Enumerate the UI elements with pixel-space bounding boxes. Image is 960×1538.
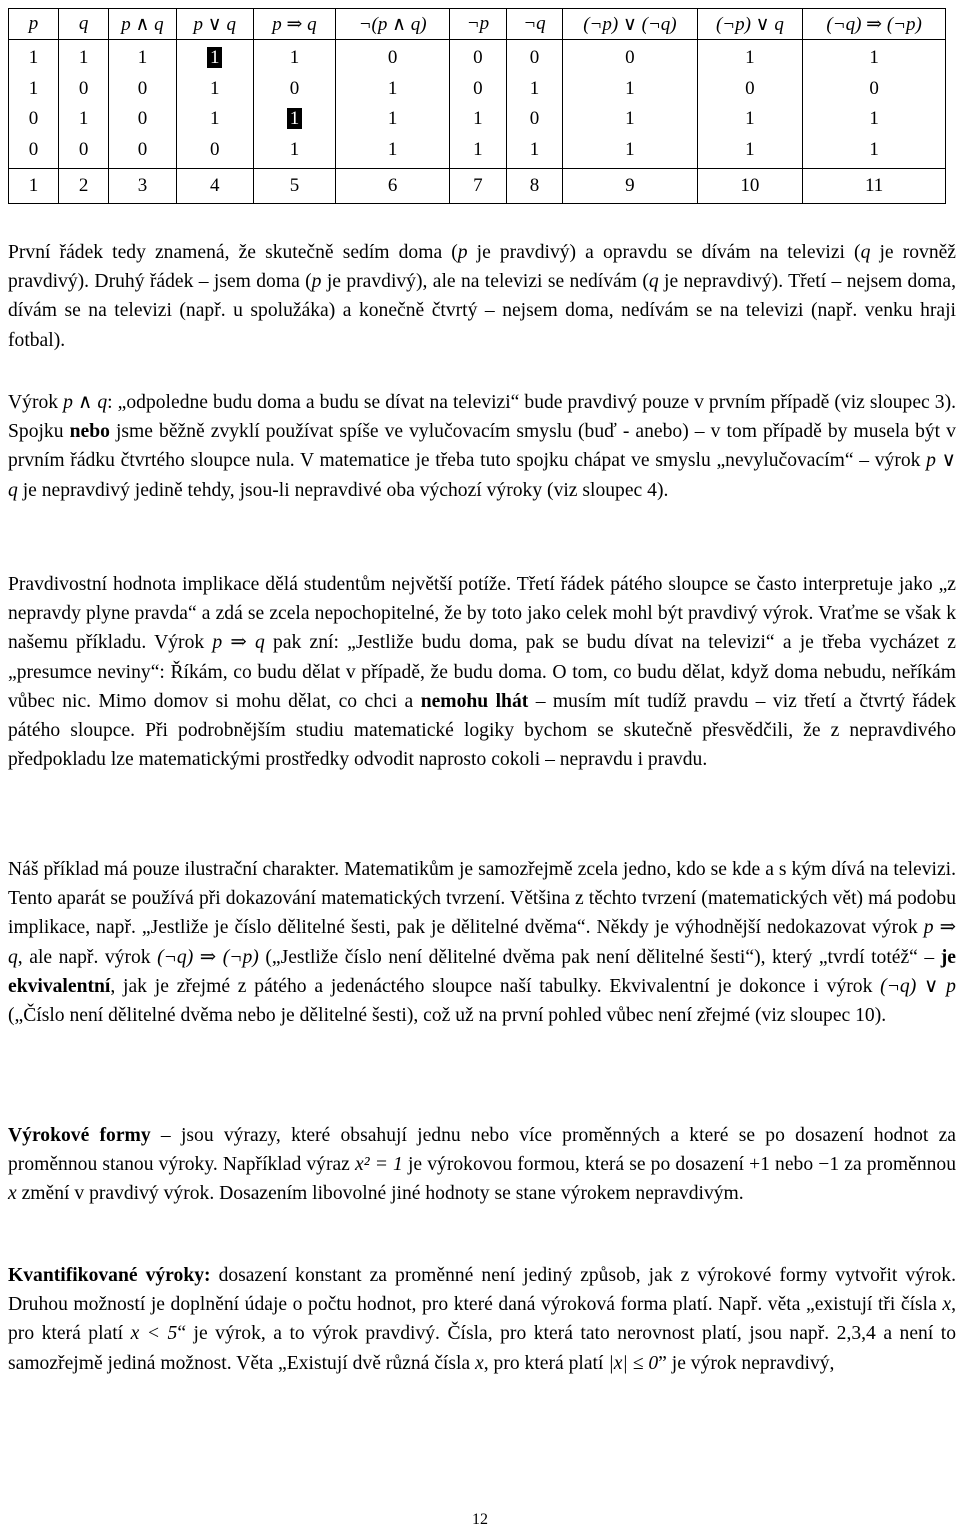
table-cell: 1: [176, 74, 253, 105]
table-cell: 1: [697, 135, 803, 169]
table-cell: 1: [450, 104, 507, 135]
table-cell: 1: [506, 135, 563, 169]
column-number: 5: [253, 169, 335, 204]
table-cell: 1: [563, 135, 697, 169]
table-cell: [253, 104, 335, 135]
text-run: Pravdivostní hodnota implikace dělá studentům největší potíže. Třetí řádek pátého sloupce se často interpretuje jako „z nepravdy plyne pravda“ a zdá se zcela nepochopitelné, že by toto jako celek mohl být pravdivý výrok. Vraťme se však k našemu příkladu. Výrok: [8, 574, 956, 654]
table-cell: 1: [803, 40, 946, 74]
table-cell: 0: [9, 104, 59, 135]
math-expression: |x| ≤ 0: [608, 1352, 659, 1374]
text-run: První řádek tedy znamená, že skutečně sedím doma (: [8, 242, 458, 263]
table-cell: 0: [336, 40, 450, 74]
table-cell: 1: [697, 104, 803, 135]
text-run: je pravdivý) a opravdu se dívám na televizi (: [467, 242, 861, 263]
column-number: 2: [59, 169, 109, 204]
math-expression: (¬q) ⇒ (¬p): [157, 946, 259, 968]
column-number: 4: [176, 169, 253, 204]
math-expression: p ⇒ q: [212, 632, 265, 654]
table-cell: 0: [450, 40, 507, 74]
math-variable: x: [475, 1352, 484, 1374]
text-run: jsme běžně zvyklí používat spíše ve vylučovacím smyslu (buď - anebo) – v tom případě by musela být v prvním řádku čtvrtého sloupce nula. V matematice je třeba tuto spojku chápat ve smyslu „nevylučovacím“ – výrok: [8, 421, 956, 472]
truth-table-row: [9, 40, 946, 74]
table-cell: 1: [336, 74, 450, 105]
table-cell: 0: [803, 74, 946, 105]
math-expression: p ⇒ q: [8, 917, 956, 968]
header-cell: (¬p) ∨ (¬q): [563, 9, 697, 40]
text-run: Náš příklad má pouze ilustrační charakter. Matematikům je samozřejmě zcela jedno, kdo se kde a s kým dívá na televizi. Tento aparát se používá při dokazování matematických tvrzení. Většina z těchto tvrzení (matematických vět) má podobu implikace, např. „Jestliže je číslo dělitelné šesti, pak je dělitelné dvěma“. Někdy je výhodnější nedokazovat výrok: [8, 859, 956, 939]
paragraph-conjunction: [8, 388, 956, 505]
header-cell: p ∧ q: [109, 9, 177, 40]
table-cell: 0: [506, 40, 563, 74]
text-run: za proměnnou: [839, 1154, 957, 1176]
table-cell: 0: [506, 104, 563, 135]
table-cell: 0: [253, 74, 335, 105]
table-cell: 0: [59, 135, 109, 169]
table-cell: 0: [697, 74, 803, 105]
math-expression: −1: [818, 1154, 840, 1176]
table-cell: 1: [803, 104, 946, 135]
text-run: “ je výrok, a to výrok pravdivý. Čísla, pro která tato nerovnost platí, jsou např. 2,3,4 a není to samozřejmě jediná možnost. Věta „Existují dvě různá čísla: [8, 1323, 956, 1374]
text-run: je pravdivý), ale na televizi se nedívám (: [321, 271, 649, 293]
text-run: ” je výrok nepravdivý,: [658, 1352, 835, 1374]
bold-term: Kvantifikované výroky:: [8, 1265, 211, 1286]
text-run: , pro která platí: [483, 1352, 609, 1374]
header-cell: q: [59, 9, 109, 40]
text-run: pak zní: „Jestliže budu doma, pak se budu dívat na televizi“ a je třeba vycházet z „presumce neviny“: Říkám, co budu dělat v případě, že budu doma. O tom, co budu dělat, když doma nebudu, neříkám vůbec nic. Mimo domov si mohu dělat, co chci a: [8, 632, 956, 712]
text-run: je rovněž pravdivý). Druhý řádek – jsem doma (: [8, 242, 957, 293]
table-cell: 1: [563, 74, 697, 105]
table-cell: 1: [336, 104, 450, 135]
header-cell: (¬q) ⇒ (¬p): [803, 9, 946, 40]
column-number: 7: [450, 169, 507, 204]
text-run: je nepravdivý jedině tehdy, jsou-li nepravdivé oba výchozí výroky (viz sloupec 4).: [17, 479, 669, 501]
math-expression: +1: [749, 1154, 770, 1176]
math-expression: (¬q) ∨ p: [880, 975, 956, 997]
table-cell: 1: [563, 104, 697, 135]
math-expression: p ∧ q: [63, 392, 108, 413]
header-cell: ¬q: [506, 9, 563, 40]
text-run: , pro která platí: [8, 1294, 956, 1345]
table-cell: 1: [253, 40, 335, 74]
table-cell: 1: [450, 135, 507, 169]
math-variable: q: [860, 242, 871, 263]
truth-table: [8, 8, 946, 204]
table-cell: 1: [803, 135, 946, 169]
header-cell: p ⇒ q: [253, 9, 335, 40]
table-cell: 1: [59, 40, 109, 74]
text-run: Výrok: [8, 392, 64, 413]
table-cell: 0: [450, 74, 507, 105]
table-cell: 0: [9, 135, 59, 169]
table-cell: 0: [176, 135, 253, 169]
table-cell: 1: [176, 104, 253, 135]
paragraph-rows-explanation: [8, 238, 956, 355]
text-run: je výrokovou formou, která se po dosazení: [402, 1154, 750, 1176]
math-variable: x: [8, 1183, 17, 1205]
bold-term: Výrokové formy: [8, 1125, 151, 1146]
math-expression: x < 5: [130, 1323, 178, 1345]
header-cell: p ∨ q: [176, 9, 253, 40]
math-expression: x² = 1: [355, 1154, 403, 1176]
table-cell: 1: [253, 135, 335, 169]
table-cell: 1: [9, 74, 59, 105]
page-number: 12: [472, 1511, 488, 1528]
column-number-row: [9, 169, 946, 204]
table-cell: 1: [697, 40, 803, 74]
text-run: – musím mít tudíž pravdu – viz třetí a čtvrtý řádek pátého sloupce. Při podrobnějším studiu matematické logiky bychom se skutečně přesvědčili, že z nepravdivého předpokladu lze matematickými prostředky odvodit naprosto cokoli – nepravdu i pravdu.: [8, 690, 956, 771]
text-run: dosazení konstant za proměnné není jediný způsob, jak z výrokové formy vytvořit výrok. Druhou možností je doplnění údaje o počtu hodnot, pro které daná výroková forma platí. Např. věta „existují tři čísla: [8, 1265, 956, 1316]
table-cell: 1: [109, 40, 177, 74]
bold-term: nebo: [69, 421, 110, 443]
table-cell: 1: [336, 135, 450, 169]
truth-table-row: [9, 135, 946, 169]
column-number: 1: [9, 169, 59, 204]
column-number: 8: [506, 169, 563, 204]
math-variable: p: [457, 242, 468, 263]
truth-table-header-row: [9, 9, 946, 40]
column-number: 9: [563, 169, 697, 204]
header-cell: ¬(p ∧ q): [336, 9, 450, 40]
column-number: 10: [697, 169, 803, 204]
math-variable: q: [648, 271, 659, 293]
text-run: , jak je zřejmé z pátého a jedenáctého sloupce naší tabulky. Ekvivalentní je dokonce i výrok: [110, 975, 881, 997]
table-cell: 1: [59, 104, 109, 135]
paragraph-example: [8, 855, 956, 1030]
text-run: – jsou výrazy, které obsahují jednu nebo více proměnných a které se po dosazení hodnot za proměnnou stanou výroky. Například výraz: [8, 1125, 956, 1176]
truth-table-row: [9, 74, 946, 105]
text-run: , ale např. výrok: [17, 946, 158, 968]
table-cell: 0: [109, 104, 177, 135]
math-variable: p: [311, 271, 322, 293]
text-run: : „odpoledne budu doma a budu se dívat na televizi“ bude pravdivý pouze v prvním případě (viz sloupec 3). Spojku: [8, 392, 957, 443]
math-variable: x: [942, 1294, 952, 1316]
column-number: 6: [336, 169, 450, 204]
column-number: 11: [803, 169, 946, 204]
paragraph-implication: [8, 570, 956, 774]
highlighted-cell-value: 1: [287, 108, 303, 129]
table-cell: 0: [109, 74, 177, 105]
table-cell: 1: [9, 40, 59, 74]
header-cell: p: [9, 9, 59, 40]
column-number: 3: [109, 169, 177, 204]
paragraph-propositional-forms: [8, 1121, 956, 1209]
table-cell: 1: [506, 74, 563, 105]
text-run: („Jestliže číslo není dělitelné dvěma pak není dělitelné šesti“), který „tvrdí totéž“ –: [258, 946, 941, 968]
table-cell: 0: [59, 74, 109, 105]
text-run: („Číslo není dělitelné dvěma nebo je dělitelné šesti), což už na první pohled vůbec není zřejmé (viz sloupec 10).: [8, 1005, 887, 1027]
truth-table-row: [9, 104, 946, 135]
header-cell: ¬p: [450, 9, 507, 40]
text-run: nebo: [769, 1154, 819, 1176]
text-run: je nepravdivý). Třetí – nejsem doma, dívám se na televizi (např. u spolužáka) a konečně čtvrtý – nejsem doma, nedívám se na televizi (např. venku hraji fotbal).: [8, 271, 956, 351]
header-cell: (¬p) ∨ q: [697, 9, 803, 40]
text-run: změní v pravdivý výrok. Dosazením libovolné jiné hodnoty se stane výrokem nepravdivým.: [16, 1183, 744, 1205]
bold-term: nemohu lhát: [420, 690, 529, 712]
table-cell: 0: [109, 135, 177, 169]
math-expression: p ∨ q: [8, 450, 956, 501]
table-cell: 0: [563, 40, 697, 74]
bold-term: je ekvivalentní: [8, 946, 956, 997]
table-cell: [176, 40, 253, 74]
highlighted-cell-value: 1: [207, 47, 223, 68]
paragraph-quantified-statements: [8, 1261, 956, 1378]
